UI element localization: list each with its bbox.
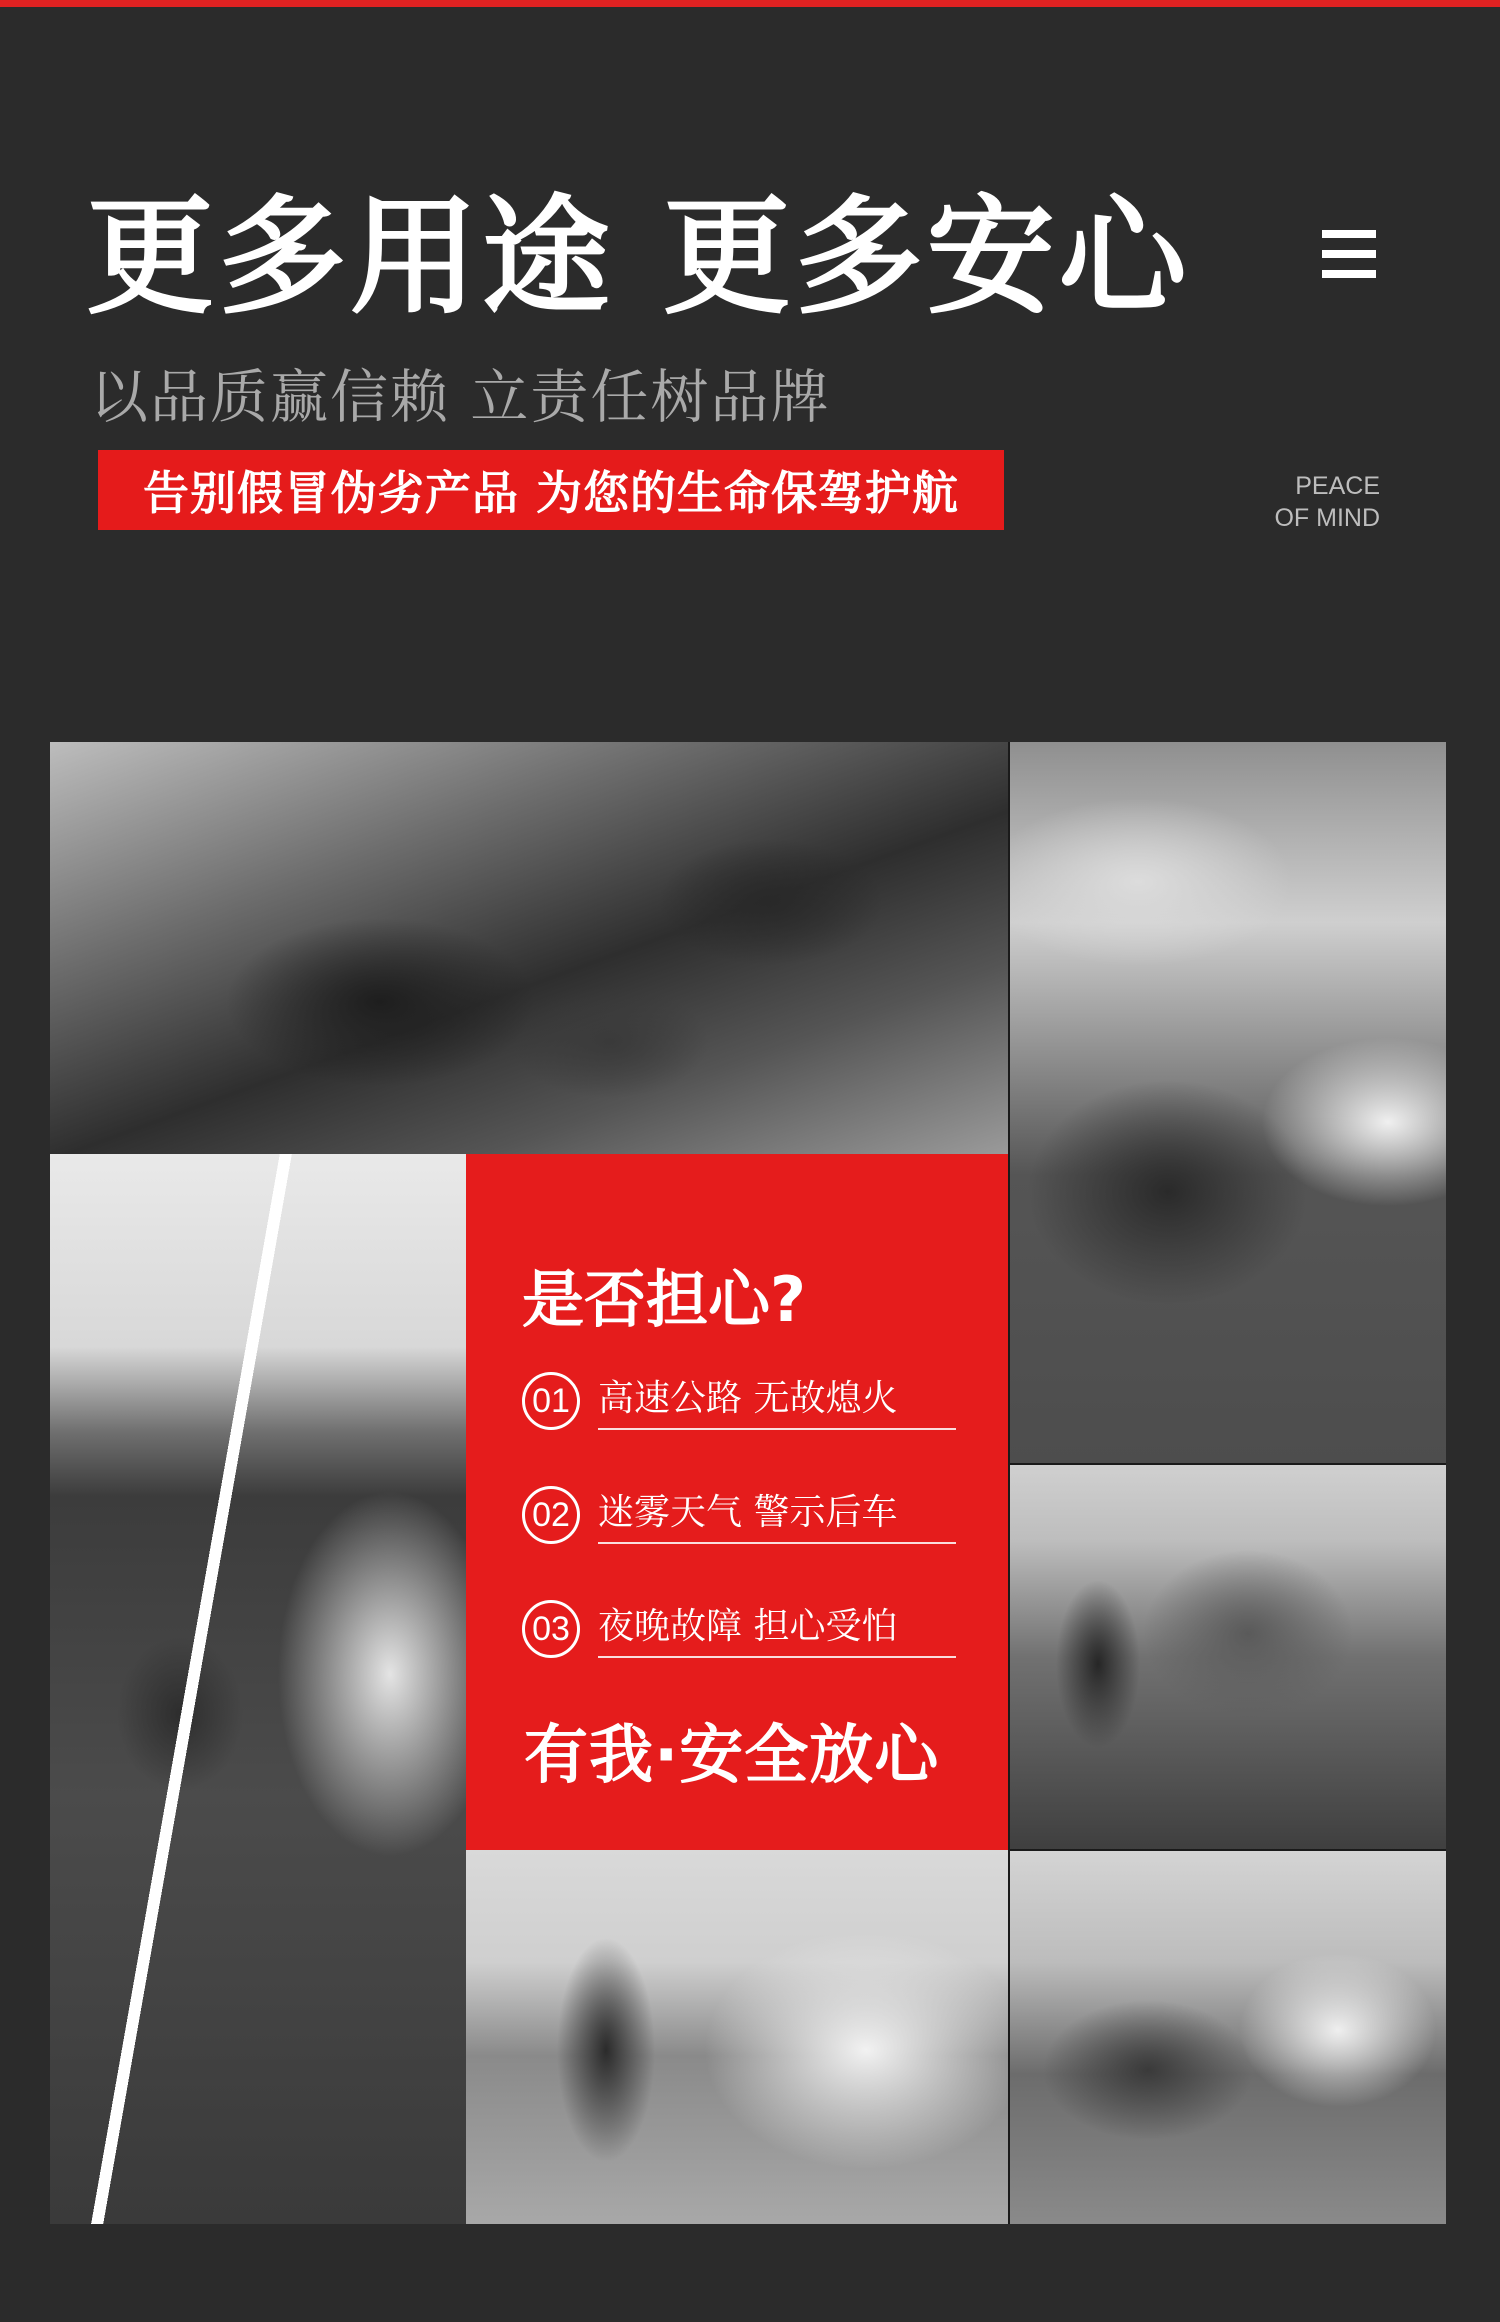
panel-title: 是否担心? bbox=[522, 1263, 806, 1336]
photo-car-crash bbox=[1008, 742, 1446, 1464]
item-underline bbox=[598, 1542, 956, 1544]
concern-item bbox=[522, 1480, 956, 1550]
collage-divider bbox=[1008, 1849, 1446, 1851]
top-accent-bar bbox=[0, 0, 1500, 7]
photo-pushing-car bbox=[466, 1850, 1008, 2224]
item-underline bbox=[598, 1428, 956, 1430]
item-number: 03 bbox=[522, 1600, 580, 1658]
item-text: 高速公路 无故熄火 bbox=[598, 1378, 898, 1419]
menu-icon-bar bbox=[1322, 270, 1376, 278]
collage-divider bbox=[1008, 1463, 1446, 1465]
concerns-panel bbox=[466, 1154, 1008, 1850]
item-number: 02 bbox=[522, 1486, 580, 1544]
item-number: 01 bbox=[522, 1372, 580, 1430]
menu-icon-bar bbox=[1322, 230, 1376, 238]
tagline-line-2: OF MIND bbox=[1274, 504, 1380, 532]
page-subtitle: 以品质赢信赖 立责任树品牌 bbox=[90, 363, 831, 431]
page-headline: 更多用途 更多安心 bbox=[86, 183, 1191, 332]
menu-icon-bar bbox=[1322, 250, 1376, 258]
tagline-line-1: PEACE bbox=[1295, 472, 1380, 500]
photo-roadside-tire-change bbox=[50, 1154, 466, 2224]
collage-divider bbox=[1008, 742, 1010, 2224]
panel-footer-slogan: 有我·安全放心 bbox=[524, 1719, 940, 1793]
concern-item bbox=[522, 1594, 956, 1664]
item-text: 夜晚故障 担心受怕 bbox=[598, 1606, 898, 1647]
peace-of-mind-tagline bbox=[1274, 470, 1380, 534]
menu-icon[interactable] bbox=[1322, 230, 1376, 278]
item-text: 迷雾天气 警示后车 bbox=[598, 1492, 898, 1533]
slogan-banner: 告别假冒伪劣产品 为您的生命保驾护航 bbox=[98, 450, 1004, 530]
photo-two-car-collision bbox=[1008, 1850, 1446, 2224]
concern-item bbox=[522, 1366, 956, 1436]
photo-suv-breakdown bbox=[1008, 1464, 1446, 1850]
photo-engine-repair bbox=[50, 742, 1008, 1154]
item-underline bbox=[598, 1656, 956, 1658]
